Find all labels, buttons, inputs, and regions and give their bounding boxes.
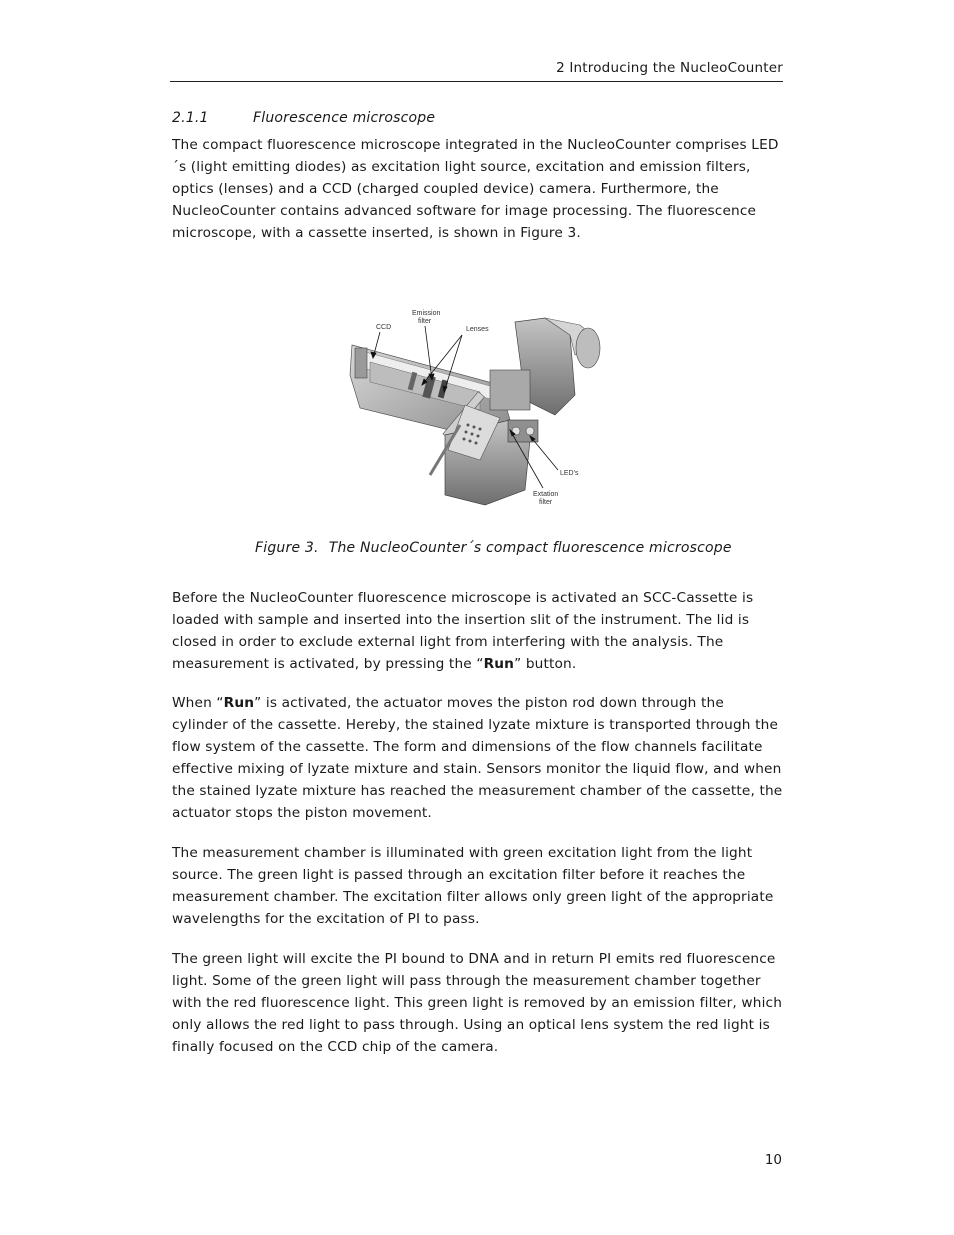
- label-emission-line2: filter: [418, 318, 432, 325]
- page-number: 10: [764, 1152, 782, 1168]
- section-number: 2.1.1: [172, 110, 209, 126]
- figure-caption-label: Figure 3.: [255, 540, 319, 556]
- label-lenses: Lenses: [466, 326, 489, 333]
- running-header: [170, 60, 783, 82]
- paragraph-activation-text-a: Before the NucleoCounter fluorescence microscope is activated an SCC-Cassette is loaded with sample and inserted into the insertion slit of the instrument. The lid is closed in order to exclude external light from interfering with the analysis. The measurement is activated, by pressing the “: [172, 590, 754, 672]
- label-excitation-line2: filter: [539, 499, 553, 506]
- label-excitation-line1: Extation: [533, 491, 559, 498]
- paragraph-activation: [172, 587, 784, 675]
- figure-caption: [255, 540, 732, 556]
- paragraph-intro: The compact fluorescence microscope integrated in the NucleoCounter comprises LED´s (light emitting diodes) as excitation light source, excitation and emission filters, optics (lenses) and a CCD (charged coupled device) camera. Furthermore, the NucleoCounter contains advanced software for image processing. The fluorescence microscope, with a cassette inserted, is shown in Figure 3.: [172, 137, 779, 241]
- paragraph-actuator: [172, 692, 784, 824]
- run-keyword-2: Run: [223, 695, 255, 711]
- section-heading: [172, 110, 435, 126]
- paragraph-illumination: The measurement chamber is illuminated with green excitation light from the light source. The green light is passed through an excitation filter before it reaches the measurement chamber. The excitation filter allows only green light of the appropriate wavelengths for the excitation of PI to pass.: [172, 845, 774, 927]
- paragraph-emission: The green light will excite the PI bound to DNA and in return PI emits red fluorescence light. Some of the green light will pass through the measurement chamber together with the red fluorescence light. This green light is removed by an emission filter, which only allows the red light to pass through. Using an optical lens system the red light is finally focused on the CCD chip of the camera.: [172, 951, 783, 1055]
- label-emission-line1: Emission: [412, 310, 441, 317]
- paragraph-actuator-text-a: When “: [172, 695, 224, 711]
- label-ccd: CCD: [376, 324, 392, 331]
- figure-caption-text: The NucleoCounter´s compact fluorescence microscope: [328, 540, 732, 556]
- microscope-illustration: [340, 300, 610, 512]
- running-title: 2 Introducing the NucleoCounter: [556, 60, 783, 76]
- paragraph-activation-text-b: ” button.: [514, 656, 577, 672]
- run-keyword: Run: [483, 656, 515, 672]
- microscope-figure: [340, 300, 610, 512]
- section-title: Fluorescence microscope: [253, 110, 436, 126]
- label-leds: LED's: [560, 470, 579, 477]
- paragraph-actuator-text-b: ” is activated, the actuator moves the piston rod down through the cylinder of the cassette. Hereby, the stained lyzate mixture is transported through the flow system of the cassette. The form and dimensions of the flow channels facilitate effective mixing of lyzate mixture and stain. Sensors monitor the liquid flow, and when the stained lyzate mixture has reached the measurement chamber of the cassette, the actuator stops the piston movement.: [172, 695, 783, 821]
